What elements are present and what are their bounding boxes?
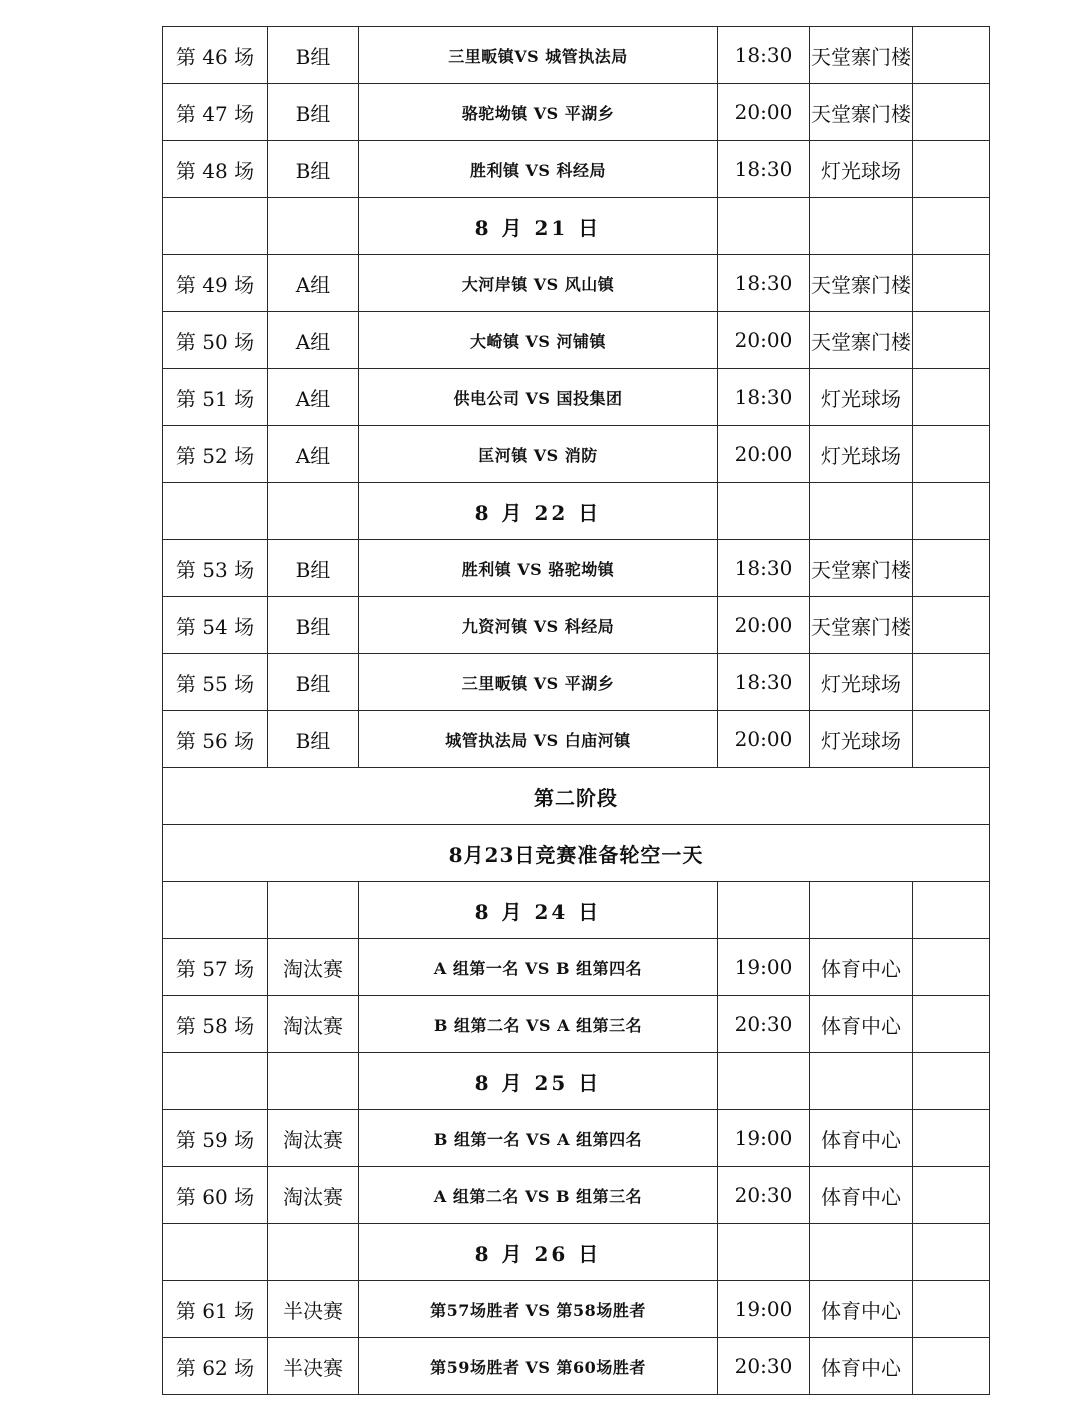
match-venue: 天堂寨门楼 (810, 312, 913, 369)
date-blank-cell (913, 483, 990, 540)
date-label: 8 月 24 日 (359, 882, 718, 939)
match-note-cell (913, 1281, 990, 1338)
date-row (163, 1224, 990, 1281)
match-time: 20:00 (718, 84, 810, 141)
match-venue: 体育中心 (810, 996, 913, 1053)
date-label: 8 月 22 日 (359, 483, 718, 540)
match-teams: 大崎镇 VS 河铺镇 (359, 312, 718, 369)
match-note-cell (913, 654, 990, 711)
date-blank-cell (718, 1224, 810, 1281)
match-time: 19:00 (718, 939, 810, 996)
date-blank-cell (810, 198, 913, 255)
match-venue: 灯光球场 (810, 426, 913, 483)
match-note-cell (913, 255, 990, 312)
match-venue: 天堂寨门楼 (810, 27, 913, 84)
match-teams: 匡河镇 VS 消防 (359, 426, 718, 483)
match-teams: 三里畈镇VS 城管执法局 (359, 27, 718, 84)
match-note-cell (913, 27, 990, 84)
match-time: 18:30 (718, 141, 810, 198)
date-row (163, 882, 990, 939)
match-row (163, 1167, 990, 1224)
date-blank-cell (163, 198, 268, 255)
match-teams: 城管执法局 VS 白庙河镇 (359, 711, 718, 768)
match-row (163, 27, 990, 84)
date-row (163, 483, 990, 540)
date-blank-cell (268, 882, 359, 939)
match-row (163, 1110, 990, 1167)
match-number: 第 58 场 (163, 996, 268, 1053)
match-note-cell (913, 426, 990, 483)
match-time: 19:00 (718, 1281, 810, 1338)
match-teams: 胜利镇 VS 骆驼坳镇 (359, 540, 718, 597)
match-group: 半决赛 (268, 1281, 359, 1338)
match-note-cell (913, 1167, 990, 1224)
match-venue: 体育中心 (810, 1338, 913, 1395)
match-number: 第 52 场 (163, 426, 268, 483)
match-venue: 灯光球场 (810, 369, 913, 426)
match-time: 20:00 (718, 426, 810, 483)
match-number: 第 59 场 (163, 1110, 268, 1167)
date-blank-cell (913, 1224, 990, 1281)
match-note-cell (913, 711, 990, 768)
date-blank-cell (268, 1224, 359, 1281)
match-venue: 天堂寨门楼 (810, 597, 913, 654)
date-blank-cell (810, 483, 913, 540)
match-teams: 三里畈镇 VS 平湖乡 (359, 654, 718, 711)
match-number: 第 47 场 (163, 84, 268, 141)
match-group: 淘汰赛 (268, 1167, 359, 1224)
match-teams: A 组第二名 VS B 组第三名 (359, 1167, 718, 1224)
match-note-cell (913, 1110, 990, 1167)
match-venue: 灯光球场 (810, 711, 913, 768)
date-blank-cell (163, 882, 268, 939)
match-note-cell (913, 1338, 990, 1395)
match-time: 18:30 (718, 27, 810, 84)
match-number: 第 62 场 (163, 1338, 268, 1395)
match-group: A组 (268, 426, 359, 483)
match-number: 第 49 场 (163, 255, 268, 312)
match-teams: 第57场胜者 VS 第58场胜者 (359, 1281, 718, 1338)
date-label: 8 月 25 日 (359, 1053, 718, 1110)
match-number: 第 51 场 (163, 369, 268, 426)
stage-row (163, 768, 990, 825)
match-note-cell (913, 141, 990, 198)
match-time: 18:30 (718, 255, 810, 312)
match-teams: 九资河镇 VS 科经局 (359, 597, 718, 654)
match-row (163, 141, 990, 198)
date-row (163, 198, 990, 255)
date-blank-cell (913, 882, 990, 939)
date-blank-cell (163, 1053, 268, 1110)
match-venue: 体育中心 (810, 1167, 913, 1224)
match-row (163, 426, 990, 483)
match-row (163, 711, 990, 768)
match-row (163, 996, 990, 1053)
match-row (163, 84, 990, 141)
match-number: 第 50 场 (163, 312, 268, 369)
match-time: 20:00 (718, 597, 810, 654)
date-blank-cell (268, 483, 359, 540)
match-time: 20:30 (718, 1167, 810, 1224)
match-row (163, 597, 990, 654)
match-row (163, 255, 990, 312)
date-blank-cell (718, 1053, 810, 1110)
match-venue: 天堂寨门楼 (810, 84, 913, 141)
match-teams: B 组第二名 VS A 组第三名 (359, 996, 718, 1053)
date-blank-cell (718, 198, 810, 255)
match-group: B组 (268, 597, 359, 654)
match-group: A组 (268, 312, 359, 369)
match-time: 19:00 (718, 1110, 810, 1167)
match-group: B组 (268, 27, 359, 84)
match-time: 20:30 (718, 996, 810, 1053)
match-group: 半决赛 (268, 1338, 359, 1395)
match-group: B组 (268, 84, 359, 141)
match-row (163, 654, 990, 711)
match-teams: 胜利镇 VS 科经局 (359, 141, 718, 198)
match-teams: B 组第一名 VS A 组第四名 (359, 1110, 718, 1167)
match-note-cell (913, 312, 990, 369)
match-teams: 骆驼坳镇 VS 平湖乡 (359, 84, 718, 141)
stage-row (163, 825, 990, 882)
match-note-cell (913, 996, 990, 1053)
match-row (163, 540, 990, 597)
date-label: 8 月 21 日 (359, 198, 718, 255)
match-time: 18:30 (718, 369, 810, 426)
date-blank-cell (268, 198, 359, 255)
date-blank-cell (718, 882, 810, 939)
match-note-cell (913, 540, 990, 597)
schedule-table (162, 26, 990, 1395)
stage-label: 第二阶段 (163, 768, 990, 825)
match-number: 第 57 场 (163, 939, 268, 996)
match-number: 第 54 场 (163, 597, 268, 654)
match-group: A组 (268, 369, 359, 426)
match-number: 第 55 场 (163, 654, 268, 711)
match-group: A组 (268, 255, 359, 312)
date-blank-cell (913, 1053, 990, 1110)
match-group: 淘汰赛 (268, 1110, 359, 1167)
match-venue: 体育中心 (810, 1281, 913, 1338)
match-row (163, 1338, 990, 1395)
match-note-cell (913, 939, 990, 996)
match-teams: A 组第一名 VS B 组第四名 (359, 939, 718, 996)
date-blank-cell (163, 1224, 268, 1281)
match-row (163, 312, 990, 369)
match-group: B组 (268, 141, 359, 198)
match-venue: 体育中心 (810, 1110, 913, 1167)
match-time: 18:30 (718, 540, 810, 597)
match-group: 淘汰赛 (268, 996, 359, 1053)
match-number: 第 56 场 (163, 711, 268, 768)
match-venue: 天堂寨门楼 (810, 255, 913, 312)
match-venue: 体育中心 (810, 939, 913, 996)
match-time: 20:00 (718, 711, 810, 768)
match-number: 第 60 场 (163, 1167, 268, 1224)
match-teams: 大河岸镇 VS 风山镇 (359, 255, 718, 312)
match-note-cell (913, 84, 990, 141)
match-number: 第 53 场 (163, 540, 268, 597)
match-note-cell (913, 369, 990, 426)
match-group: 淘汰赛 (268, 939, 359, 996)
match-time: 20:30 (718, 1338, 810, 1395)
match-row (163, 369, 990, 426)
stage-label: 8月23日竞赛准备轮空一天 (163, 825, 990, 882)
date-blank-cell (718, 483, 810, 540)
match-venue: 天堂寨门楼 (810, 540, 913, 597)
date-blank-cell (163, 483, 268, 540)
match-number: 第 61 场 (163, 1281, 268, 1338)
match-teams: 供电公司 VS 国投集团 (359, 369, 718, 426)
date-blank-cell (810, 1053, 913, 1110)
match-time: 20:00 (718, 312, 810, 369)
date-label: 8 月 26 日 (359, 1224, 718, 1281)
match-row (163, 1281, 990, 1338)
date-blank-cell (810, 1224, 913, 1281)
match-venue: 灯光球场 (810, 654, 913, 711)
date-blank-cell (810, 882, 913, 939)
match-venue: 灯光球场 (810, 141, 913, 198)
match-group: B组 (268, 540, 359, 597)
match-number: 第 46 场 (163, 27, 268, 84)
date-blank-cell (268, 1053, 359, 1110)
match-group: B组 (268, 711, 359, 768)
match-teams: 第59场胜者 VS 第60场胜者 (359, 1338, 718, 1395)
match-group: B组 (268, 654, 359, 711)
schedule-body (163, 27, 990, 1395)
match-note-cell (913, 597, 990, 654)
match-number: 第 48 场 (163, 141, 268, 198)
match-time: 18:30 (718, 654, 810, 711)
match-row (163, 939, 990, 996)
date-row (163, 1053, 990, 1110)
date-blank-cell (913, 198, 990, 255)
